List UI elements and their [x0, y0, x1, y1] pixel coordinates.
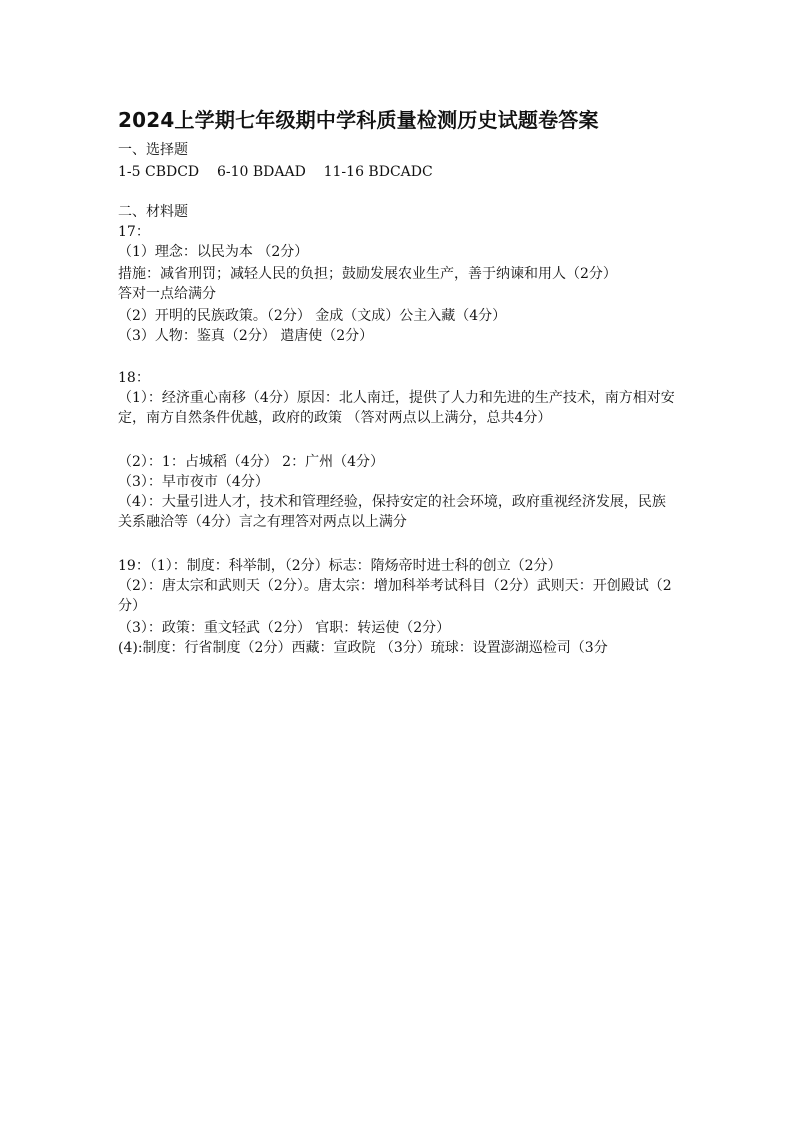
section-material-heading: 二、材料题: [118, 204, 188, 220]
q19-line-1: 19：（1）：制度：科举制，（2分）标志：隋炀帝时进士科的创立（2分）: [118, 558, 562, 574]
q17-line-3: 答对一点给满分: [118, 286, 216, 302]
q18-number: 18：: [118, 370, 150, 386]
q18-paragraph-1: （1）：经济重心南移（4分）原因：北人南迁，提供了人力和先进的生产技术，南方相对安定，南方自然条件优越，政府的政策 （答对两点以上满分，总共4分）: [118, 390, 675, 426]
page-title: 2024上学期七年级期中学科质量检测历史试题卷答案: [118, 108, 599, 132]
q17-line-4: （2）开明的民族政策。（2分） 金成（文成）公主入藏（4分）: [118, 308, 507, 324]
q19-line-3: （3）：政策：重文轻武（2分） 官职：转运使（2分）: [118, 620, 451, 636]
q18-line-3: （3）：早市夜市（4分）: [118, 474, 269, 490]
q19-paragraph-2: （2）：唐太宗和武则天（2分）。唐太宗：增加科举考试科目（2分）武则天：开创殿试（2分）: [118, 578, 672, 614]
q17-line-2: 措施：减省刑罚；减轻人民的负担；鼓励发展农业生产，善于纳谏和用人（2分）: [118, 266, 617, 282]
q18-paragraph-4: （4）：大量引进人才，技术和管理经验，保持安定的社会环境，政府重视经济发展，民族关系融洽等（4分）言之有理答对两点以上满分: [118, 494, 666, 530]
section-choice-heading: 一、选择题: [118, 142, 188, 158]
q18-line-2: （2）：1：占城稻（4分） 2：广州（4分）: [118, 454, 384, 470]
q17-number: 17：: [118, 224, 150, 240]
q17-line-1: （1）理念：以民为本 （2分）: [118, 244, 309, 260]
q17-line-5: （3）人物：鉴真（2分） 遣唐使（2分）: [118, 328, 374, 344]
choice-answers: 1-5 CBDCD 6-10 BDAAD 11-16 BDCADC: [118, 164, 433, 180]
q19-paragraph-4: (4):制度：行省制度（2分）西藏：宣政院 （3分）琉球：设置澎湖巡检司（3分: [118, 640, 608, 656]
